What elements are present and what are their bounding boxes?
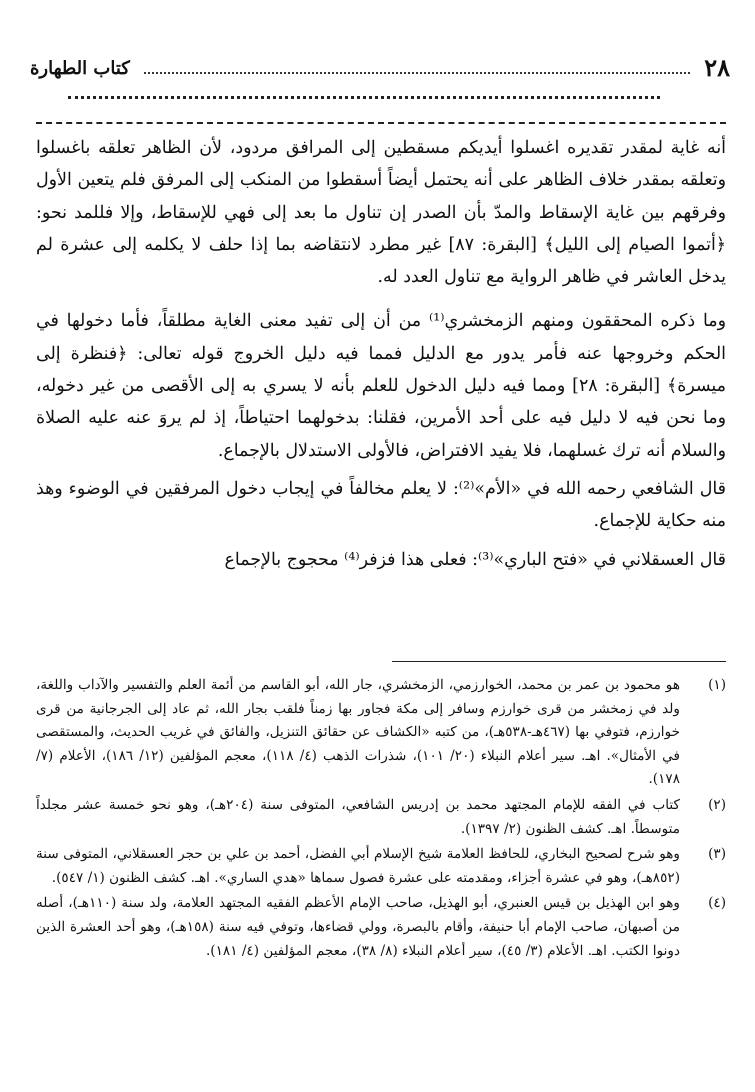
header-dashed-separator [36, 122, 726, 124]
body-paragraph: قال الشافعي رحمه الله في «الأم»⁽²⁾: لا يعلم مخالفاً في إيجاب دخول المرفقين في الوضوء وهذ منه حكاية للإجماع. [36, 478, 726, 532]
body-paragraph: أنه غاية لمقدر تقديره اغسلوا أيديكم مسقطين إلى المرافق مردود، لأن الظاهر تعلقه باغسلوا وتعلقه بمقدر خلاف الظاهر على أنه يحتمل أيضاً أسقطوا من المنكب إلى المرفق فلم يتعين الأول وفرقهم بين غاية الإسقاط والمدّ بأن الصدر إن تناول ما بعد إلى فهي للإسقاط، وإلا فللمد نحو: ﴿أتموا الصيام إلى الليل﴾ [البقرة: ٨٧] غير مطرد لانتقاضه بما إذا حلف لا يكلمه إلى عشرة لم يدخل العاشر في ظاهر الرواية مع تناول العدد له. [36, 138, 726, 288]
footnote-number: (٤) [708, 895, 726, 912]
footnote-item [36, 892, 726, 963]
footnote-text: وهو ابن الهذيل بن قيس العنبري، أبو الهذيل، صاحب الإمام الأعظم الفقيه المجتهد العلامة، ولد سنة (١١٠هـ)، أصله من أصبهان، صاحب الإمام أبا حنيفة، وأقام بالبصرة، وولي قضاءها، وتوفي فيه سنة (١٥٨هـ)، وهو أحد العشرة الذين دونوا الكتب. اهـ. الأعلام (٣/ ٤٥)، سير أعلام النبلاء (٨/ ٣٨)، معجم المؤلفين (٤/ ١٨١). [36, 895, 680, 959]
footnote-rule [392, 661, 726, 662]
footnote-text: وهو شرح لصحيح البخاري، للحافظ العلامة شيخ الإسلام أبي الفضل، أحمد بن علي بن حجر العسقلاني، المتوفى سنة (٨٥٢هـ)، وهو في عشرة أجزاء، ومقدمته على عشرة فصول سماها «هدي الساري». اهـ. كشف الظنون (١/ ٥٤٧). [36, 846, 680, 886]
footnote-number: (٢) [708, 796, 726, 813]
main-text [36, 132, 726, 576]
book-title: كتاب الطهارة [30, 58, 130, 79]
footnote-item [36, 843, 726, 890]
page-header [30, 40, 730, 80]
footnote-number: (٣) [708, 846, 726, 863]
footnotes [36, 674, 726, 965]
body-paragraph: وما ذكره المحققون ومنهم الزمخشري⁽¹⁾ من أن إلى تفيد معنى الغاية مطلقاً، فأما دخولها في الحكم وخروجها عنه فأمر يدور مع الدليل فمما فيه دليل الخروج قوله تعالى: ﴿فنظرة إلى ميسرة﴾ [البقرة: ٢٨] ومما فيه دليل الدخول للعلم بأنه لا يسري به إلى الأقصى من غير دخوله، وما نحن فيه لا دليل فيه على أحد الأمرين، فقلنا: بدخولهما احتياطاً، إذ لم يروَ عنه عليه الصلاة والسلام أنه ترك غسلهما، فلا يفيد الافتراض، فالأولى الاستدلال بالإجماع. [36, 311, 726, 461]
header-dotted-leader [144, 72, 690, 74]
page-number: ٢٨ [704, 53, 730, 82]
footnote-item [36, 674, 726, 792]
body-paragraph: قال العسقلاني في «فتح الباري»⁽³⁾: فعلى هذا فزفر⁽⁴⁾ محجوج بالإجماع [224, 549, 726, 570]
footnote-number: (١) [708, 677, 726, 693]
header-dotted-separator [68, 96, 660, 99]
footnote-text: هو محمود بن عمر بن محمد، الخوارزمي، الزمخشري، جار الله، أبو القاسم من أئمة العلم والتفسير والآداب واللغة، ولد في زمخشر من قرى خوارزم وسافر إلى مكة فجاور بها زمناً فلقب بجار الله، ثم عاد إلى الجرجانية من قرى خوارزم، فتوفي بها (٤٦٧هـ-٥٣٨هـ)، من كتبه «الكشاف عن حقائق التنزيل، والفائق في غريب الحديث، والمستقصى في الأمثال». اهـ. سير أعلام النبلاء (٢٠/ ١٠١)، شذرات الذهب (٤/ ١١٨)، معجم المؤلفين (١٢/ ١٨٦)، الأعلام (٧/ ١٧٨). [36, 677, 681, 788]
footnote-text: كتاب في الفقه للإمام المجتهد محمد بن إدريس الشافعي، المتوفى سنة (٢٠٤هـ)، وهو نحو خمسة عشر مجلداً متوسطاً. اهـ. كشف الظنون (٢/ ١٣٩٧). [36, 796, 681, 837]
footnote-item [36, 794, 726, 841]
